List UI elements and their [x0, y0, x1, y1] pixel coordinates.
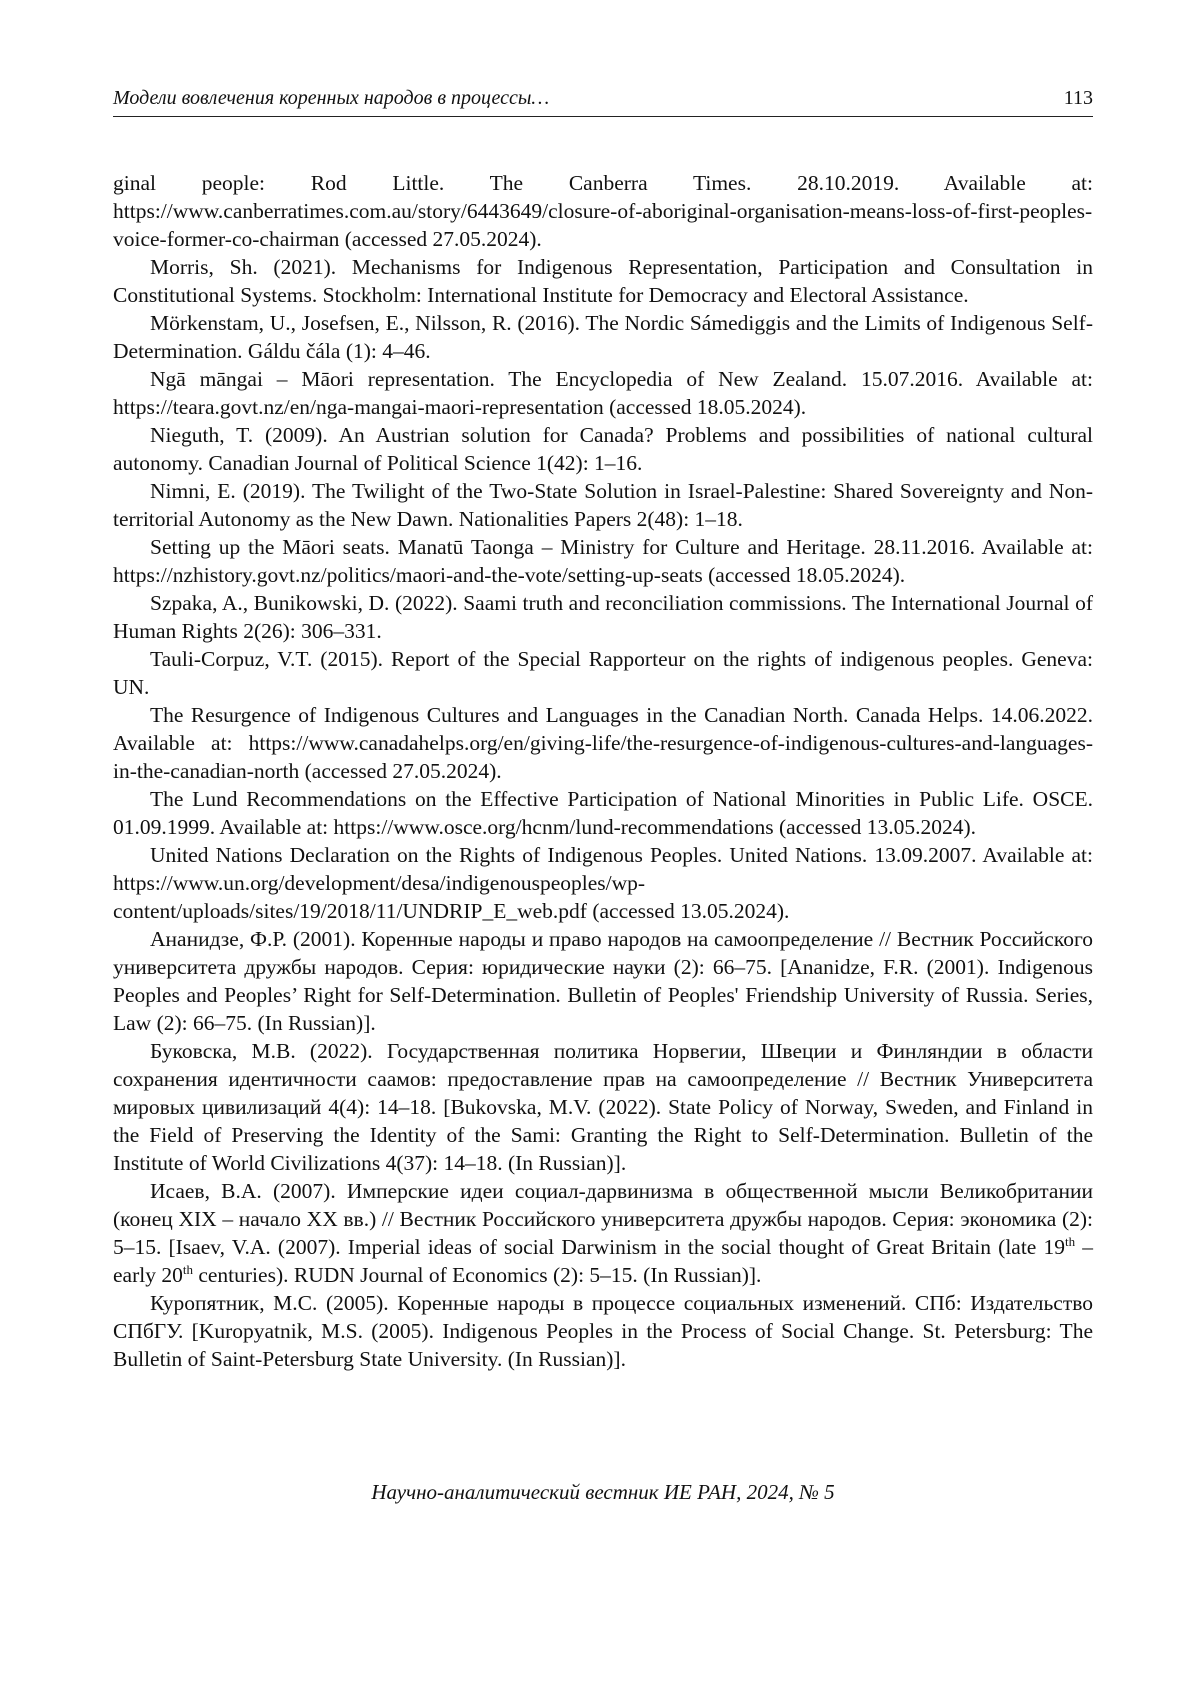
reference-entry: Nimni, E. (2019). The Twilight of the Two-State Solution in Israel-Palestine: Shared Sovereignty and Non-territorial Autonomy as the New Dawn. Nationalities Papers 2(48): 1–18. — [113, 479, 1093, 531]
reference-text: centuries). RUDN Journal of Economics (2): 5–15. (In Russian)]. — [192, 1263, 762, 1287]
reference-entry: Буковска, М.В. (2022). Государственная политика Норвегии, Швеции и Финляндии в области сохранения идентичности саамов: предоставление прав на самоопределение // Вестник Университета мировых цивилизаций 4(4): 14–18. [Bukovska, M.V. (2022). State Policy of Norway, Sweden, and Finland in the Field of Preserving the Identity of the Sami: Granting the Right to Self-Determination. Bulletin of the Institute of World Civilizations 4(37): 14–18. (In Russian)]. — [113, 1039, 1093, 1175]
reference-text: Исаев, В.А. (2007). Имперские идеи социал-дарвинизма в общественной мысли Великобритании (конец XIX – начало XX вв.) // Вестник Российского университета дружбы народов. Серия: экономика (2): 5–15. [Isaev, V.A. (2007). Imperial ideas of social Darwinism in the social thought of Great Britain (late 19 — [113, 1179, 1093, 1259]
running-header — [113, 84, 1093, 117]
reference-entry: ginal people: Rod Little. The Canberra Times. 28.10.2019. Available at: https://www.canberratimes.com.au/story/6443649/closure-of-aboriginal-organisation-means-loss-of-first-peoples-voice-former-co-chairman (accessed 27.05.2024). — [113, 171, 1093, 251]
reference-entry: The Resurgence of Indigenous Cultures and Languages in the Canadian North. Canada Helps. 14.06.2022. Available at: https://www.canadahelps.org/en/giving-life/the-resurgence-of-indigenous-cultures-and-languages-in-the-canadian-north (accessed 27.05.2024). — [113, 703, 1093, 783]
running-header-title: Модели вовлечения коренных народов в процессы… — [113, 87, 550, 109]
reference-entry: Mörkenstam, U., Josefsen, E., Nilsson, R. (2016). The Nordic Sámediggis and the Limits of Indigenous Self-Determination. Gáldu čála (1): 4–46. — [113, 311, 1093, 363]
reference-text: – early 20 — [113, 1235, 1093, 1287]
superscript: th — [182, 1261, 193, 1277]
superscript: th — [1064, 1233, 1076, 1249]
running-footer: Научно-аналитический вестник ИЕ РАН, 2024, № 5 — [371, 1480, 835, 1504]
reference-entry: United Nations Declaration on the Rights of Indigenous Peoples. United Nations. 13.09.2007. Available at: https://www.un.org/development/desa/indigenouspeoples/wp-content/uploads/sites/19/2018/11/UNDRIP_E_web.pdf (accessed 13.05.2024). — [113, 843, 1093, 923]
reference-entry: Ананидзе, Ф.Р. (2001). Коренные народы и право народов на самоопределение // Вестник Российского университета дружбы народов. Серия: юридические науки (2): 66–75. [Ananidze, F.R. (2001). Indigenous Peoples and Peoples’ Right for Self-Determination. Bulletin of Peoples' Friendship University of Russia. Series, Law (2): 66–75. (In Russian)]. — [113, 927, 1093, 1035]
reference-entry: Ngā māngai – Māori representation. The Encyclopedia of New Zealand. 15.07.2016. Available at: https://teara.govt.nz/en/nga-mangai-maori-representation (accessed 18.05.2024). — [113, 367, 1093, 419]
reference-entry: Nieguth, T. (2009). An Austrian solution for Canada? Problems and possibilities of national cultural autonomy. Canadian Journal of Political Science 1(42): 1–16. — [113, 423, 1093, 475]
page-number: 113 — [1063, 87, 1093, 109]
reference-entry: Morris, Sh. (2021). Mechanisms for Indigenous Representation, Participation and Consultation in Constitutional Systems. Stockholm: International Institute for Democracy and Electoral Assistance. — [113, 255, 1093, 307]
reference-list — [113, 169, 1093, 1373]
reference-entry — [113, 1177, 1093, 1289]
reference-entry: Setting up the Māori seats. Manatū Taonga – Ministry for Culture and Heritage. 28.11.2016. Available at: https://nzhistory.govt.nz/politics/maori-and-the-vote/setting-up-seats (accessed 18.05.2024). — [113, 535, 1093, 587]
reference-entry: Szpaka, A., Bunikowski, D. (2022). Saami truth and reconciliation commissions. The International Journal of Human Rights 2(26): 306–331. — [113, 591, 1093, 643]
reference-entry: Куропятник, М.С. (2005). Коренные народы в процессе социальных изменений. СПб: Издательство СПбГУ. [Kuropyatnik, M.S. (2005). Indigenous Peoples in the Process of Social Change. St. Petersburg: The Bulletin of Saint-Petersburg State University. (In Russian)]. — [113, 1291, 1093, 1371]
reference-entry: Tauli-Corpuz, V.T. (2015). Report of the Special Rapporteur on the rights of indigenous peoples. Geneva: UN. — [113, 647, 1093, 699]
reference-entry: The Lund Recommendations on the Effective Participation of National Minorities in Public Life. OSCE. 01.09.1999. Available at: https://www.osce.org/hcnm/lund-recommendations (accessed 13.05.2024). — [113, 787, 1093, 839]
